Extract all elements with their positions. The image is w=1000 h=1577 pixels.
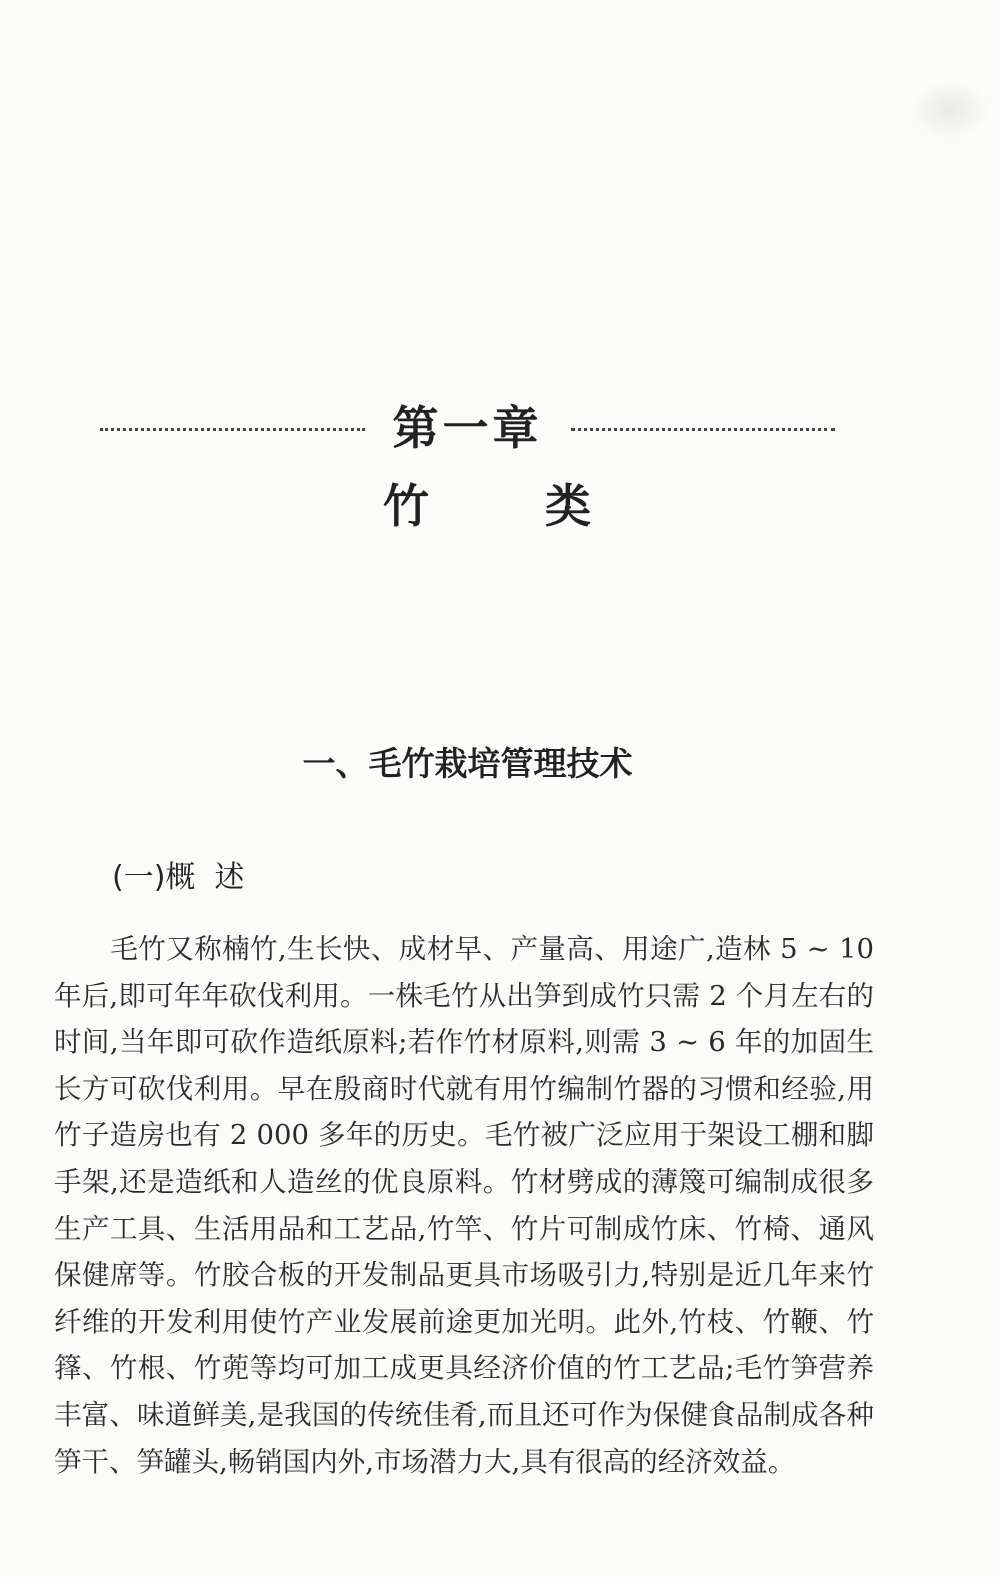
left-dotted-rule	[100, 428, 365, 431]
subsection-title: (一)概 述	[112, 860, 245, 895]
chapter-heading	[100, 390, 835, 460]
scan-smudge	[910, 80, 990, 140]
chapter-number: 第一章	[392, 401, 543, 455]
chapter-title: 竹 类	[382, 479, 641, 533]
right-dotted-rule	[571, 428, 836, 431]
body-paragraph: 毛竹又称楠竹,生长快、成材早、产量高、用途广,造林 5 ~ 10 年后,即可年年砍伐利用。一株毛竹从出笋到成竹只需 2 个月左右的时间,当年即可砍作造纸原料;若作竹材原料,则需 3 ~ 6 年的加固生长方可砍伐利用。早在殷商时代就有用竹编制竹器的习惯和经验,用竹子造房也有 2 000 多年的历史。毛竹被广泛应用于架设工棚和脚手架,还是造纸和人造丝的优良原料。竹材劈成的薄篾可编制成很多生产工具、生活用品和工艺品,竹竿、竹片可制成竹床、竹椅、通风保健席等。竹胶合板的开发制品更具市场吸引力,特别是近几年来竹纤维的开发利用使竹产业发展前途更加光明。此外,竹枝、竹鞭、竹箨、竹根、竹蔸等均可加工成更具经济价值的竹工艺品;毛竹笋营养丰富、味道鲜美,是我国的传统佳肴,而且还可作为保健食品制成各种笋干、笋罐头,畅销国内外,市场潜力大,具有很高的经济效益。	[54, 933, 874, 1478]
section-title: 一、毛竹栽培管理技术	[302, 744, 633, 783]
